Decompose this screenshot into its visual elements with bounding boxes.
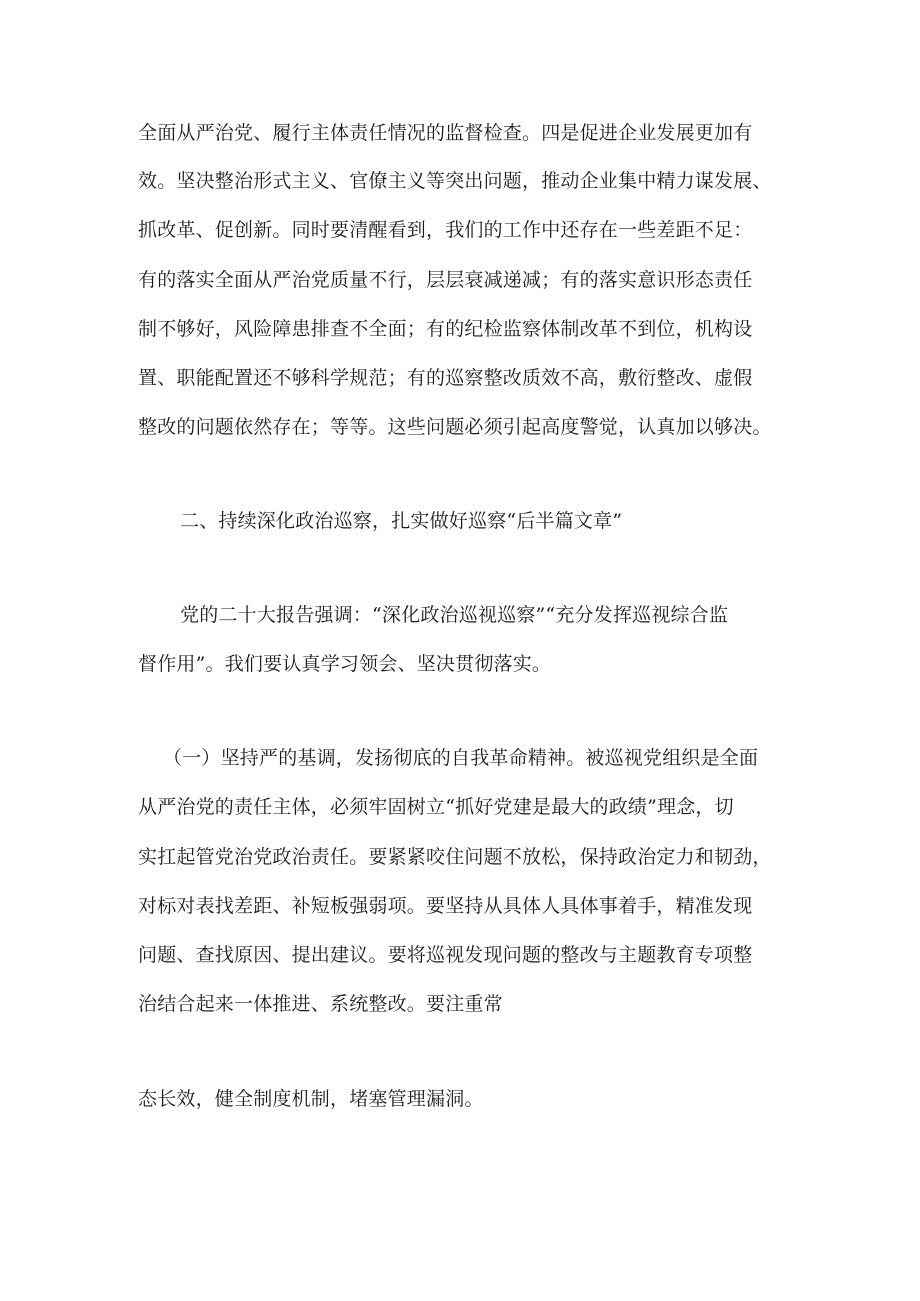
paragraph-1-line-6: 置、职能配置还不够科学规范；有的巡察整改质效不高，敷衍整改、虚假 <box>138 367 753 389</box>
paragraph-3-line-2: 从严治党的责任主体，必须牢固树立“抓好党建是最大的政绩”理念，切 <box>138 796 734 818</box>
paragraph-4-line-1: 态长效，健全制度机制，堵塞管理漏洞。 <box>138 1088 484 1110</box>
paragraph-1-line-7: 整改的问题依然存在；等等。这些问题必须引起高度警觉，认真加以够决。 <box>138 416 772 438</box>
paragraph-1-line-5: 制不够好，风险障患排查不全面；有的纪检监察体制改革不到位，机构设 <box>138 318 753 340</box>
paragraph-1-line-2: 效。坚决整治形式主义、官僚主义等突出问题，推动企业集中精力谋发展、 <box>138 170 772 192</box>
paragraph-1-line-1: 全面从严治党、履行主体责任情况的监督检查。四是促进企业发展更加有 <box>138 122 753 144</box>
paragraph-3-line-6: 治结合起来一体推进、系统整改。要注重常 <box>138 993 503 1015</box>
paragraph-3-line-1: （一）坚持严的基调，发扬彻底的自我革命精神。被巡视党组织是全面 <box>163 747 759 769</box>
section-heading: 二、持续深化政治巡察，扎实做好巡察“后半篇文章” <box>180 510 623 532</box>
paragraph-2-line-1: 党的二十大报告强调：“深化政治巡视巡察”“充分发挥巡视综合监 <box>180 604 729 626</box>
paragraph-1-line-4: 有的落实全面从严治党质量不行，层层衰减递减；有的落实意识形态责任 <box>138 269 753 291</box>
paragraph-3-line-5: 问题、查找原因、提出建议。要将巡视发现问题的整改与主题教育专项整 <box>138 944 753 966</box>
paragraph-3-line-4: 对标对表找差距、补短板强弱项。要坚持从具体人具体事着手，精准发现 <box>138 895 753 917</box>
paragraph-2-line-2: 督作用”。我们要认真学习领会、坚决贯彻落实。 <box>138 653 552 675</box>
paragraph-1-line-3: 抓改革、促创新。同时要清醒看到，我们的工作中还存在一些差距不足： <box>138 219 753 241</box>
paragraph-3-line-3: 实扛起管党治党政治责任。要紧紧咬住问题不放松，保持政治定力和韧劲， <box>138 846 772 868</box>
